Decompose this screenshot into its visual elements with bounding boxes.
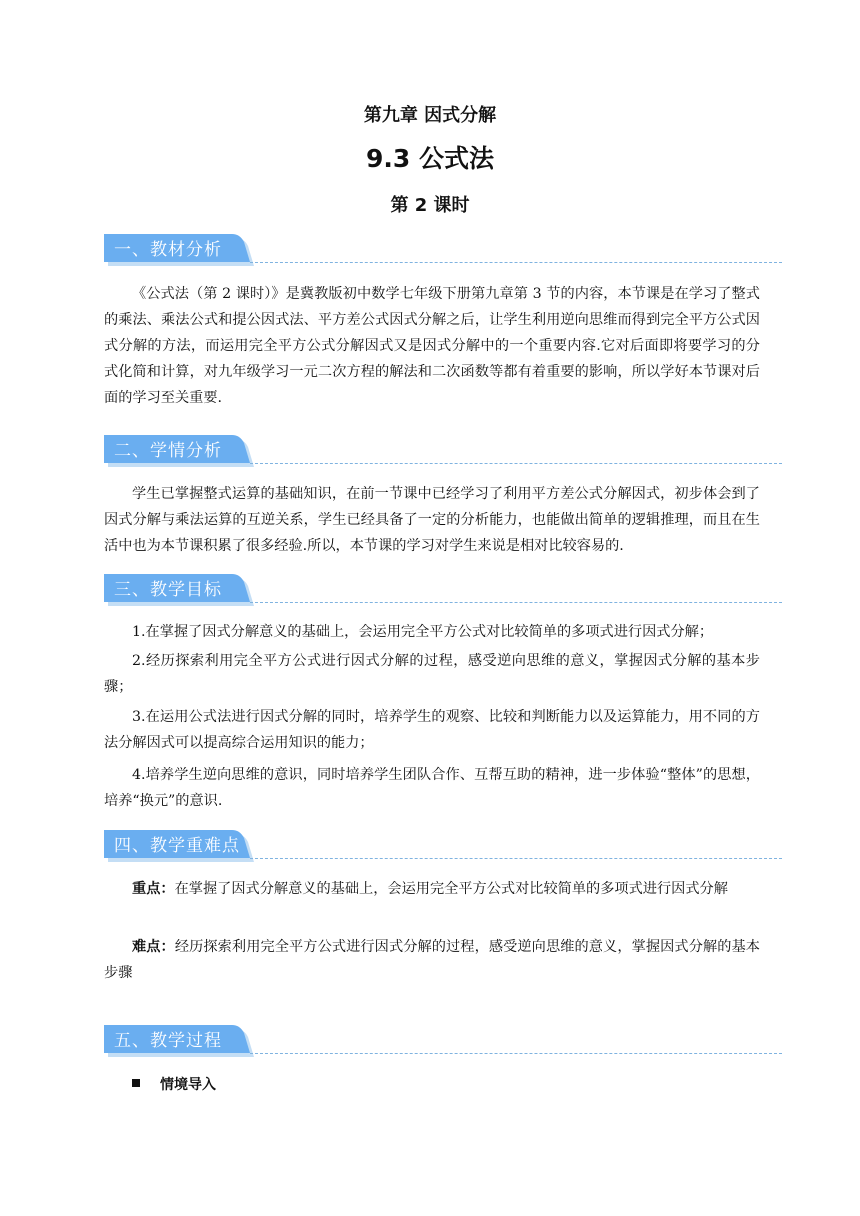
paragraph: 学生已掌握整式运算的基础知识，在前一节课中已经学习了利用平方差公式分解因式，初步体会到了因式分解与乘法运算的互逆关系，学生已经具备了一定的分析能力，也能做出简单的逻辑推理，而且在生活中也为本节课积累了很多经验.所以，本节课的学习对学生来说是相对比较容易的. xyxy=(104,486,760,554)
section-divider xyxy=(250,1053,782,1054)
goal-item: 4.培养学生逆向思维的意识，同时培养学生团队合作、互帮互助的精神，进一步体验“整体”的思想，培养“换元”的意识. xyxy=(104,767,760,809)
section-title: 二、学情分析 xyxy=(114,441,222,461)
goal-item: 1.在掌握了因式分解意义的基础上，会运用完全平方公式对比较简单的多项式进行因式分解； xyxy=(132,624,714,640)
section-divider xyxy=(250,463,782,464)
section-header-teaching-process xyxy=(104,1025,782,1059)
key-point xyxy=(104,876,760,902)
paragraph: 《公式法（第 2 课时）》是冀教版初中数学七年级下册第九章第 3 节的内容，本节课是在学习了整式的乘法、乘法公式和提公因式法、平方差公式因式分解之后，让学生利用逆向思维而得到完全平方公式因式分解的方法，而运用完全平方公式分解因式又是因式分解中的一个重要内容.它对后面即将要学习的分式化简和计算，对九年级学习一元二次方程的解法和二次函数等都有着重要的影响，所以学好本节课对后面的学习至关重要. xyxy=(104,286,760,406)
lesson-title: 9.3 公式法 xyxy=(366,144,494,173)
section-tab xyxy=(104,574,254,606)
difficulty-label: 难点： xyxy=(132,939,175,955)
square-bullet-icon xyxy=(132,1079,140,1087)
section-title: 四、教学重难点 xyxy=(114,836,240,856)
goal-item: 3.在运用公式法进行因式分解的同时，培养学生的观察、比较和判断能力以及运算能力，用不同的方法分解因式可以提高综合运用知识的能力； xyxy=(104,709,760,751)
difficulty-point xyxy=(104,934,760,986)
section-tab xyxy=(104,1025,254,1057)
lesson-number: 第 2 课时 xyxy=(390,195,470,216)
section-header-key-points xyxy=(104,830,782,864)
key-point-text: 在掌握了因式分解意义的基础上，会运用完全平方公式对比较简单的多项式进行因式分解 xyxy=(174,881,728,897)
section-tab xyxy=(104,435,254,467)
section-tab xyxy=(104,234,254,266)
section-header-teaching-goals xyxy=(104,574,782,608)
section-divider xyxy=(250,602,782,603)
section-divider xyxy=(250,262,782,263)
section-tab xyxy=(104,830,254,862)
bullet-item xyxy=(132,1074,216,1096)
section-title: 三、教学目标 xyxy=(114,580,222,600)
section-divider xyxy=(250,858,782,859)
difficulty-text: 经历探索利用完全平方公式进行因式分解的过程，感受逆向思维的意义，掌握因式分解的基本步骤 xyxy=(104,939,760,981)
key-point-label: 重点： xyxy=(132,881,175,897)
section-title: 一、教材分析 xyxy=(114,240,222,260)
section-header-student-analysis xyxy=(104,435,782,469)
goal-item: 2.经历探索利用完全平方公式进行因式分解的过程，感受逆向思维的意义，掌握因式分解的基本步骤； xyxy=(104,653,760,695)
section-title: 五、教学过程 xyxy=(114,1031,222,1051)
section-header-textbook-analysis xyxy=(104,234,782,268)
chapter-title: 第九章 因式分解 xyxy=(363,105,497,126)
bullet-text: 情境导入 xyxy=(160,1077,216,1093)
